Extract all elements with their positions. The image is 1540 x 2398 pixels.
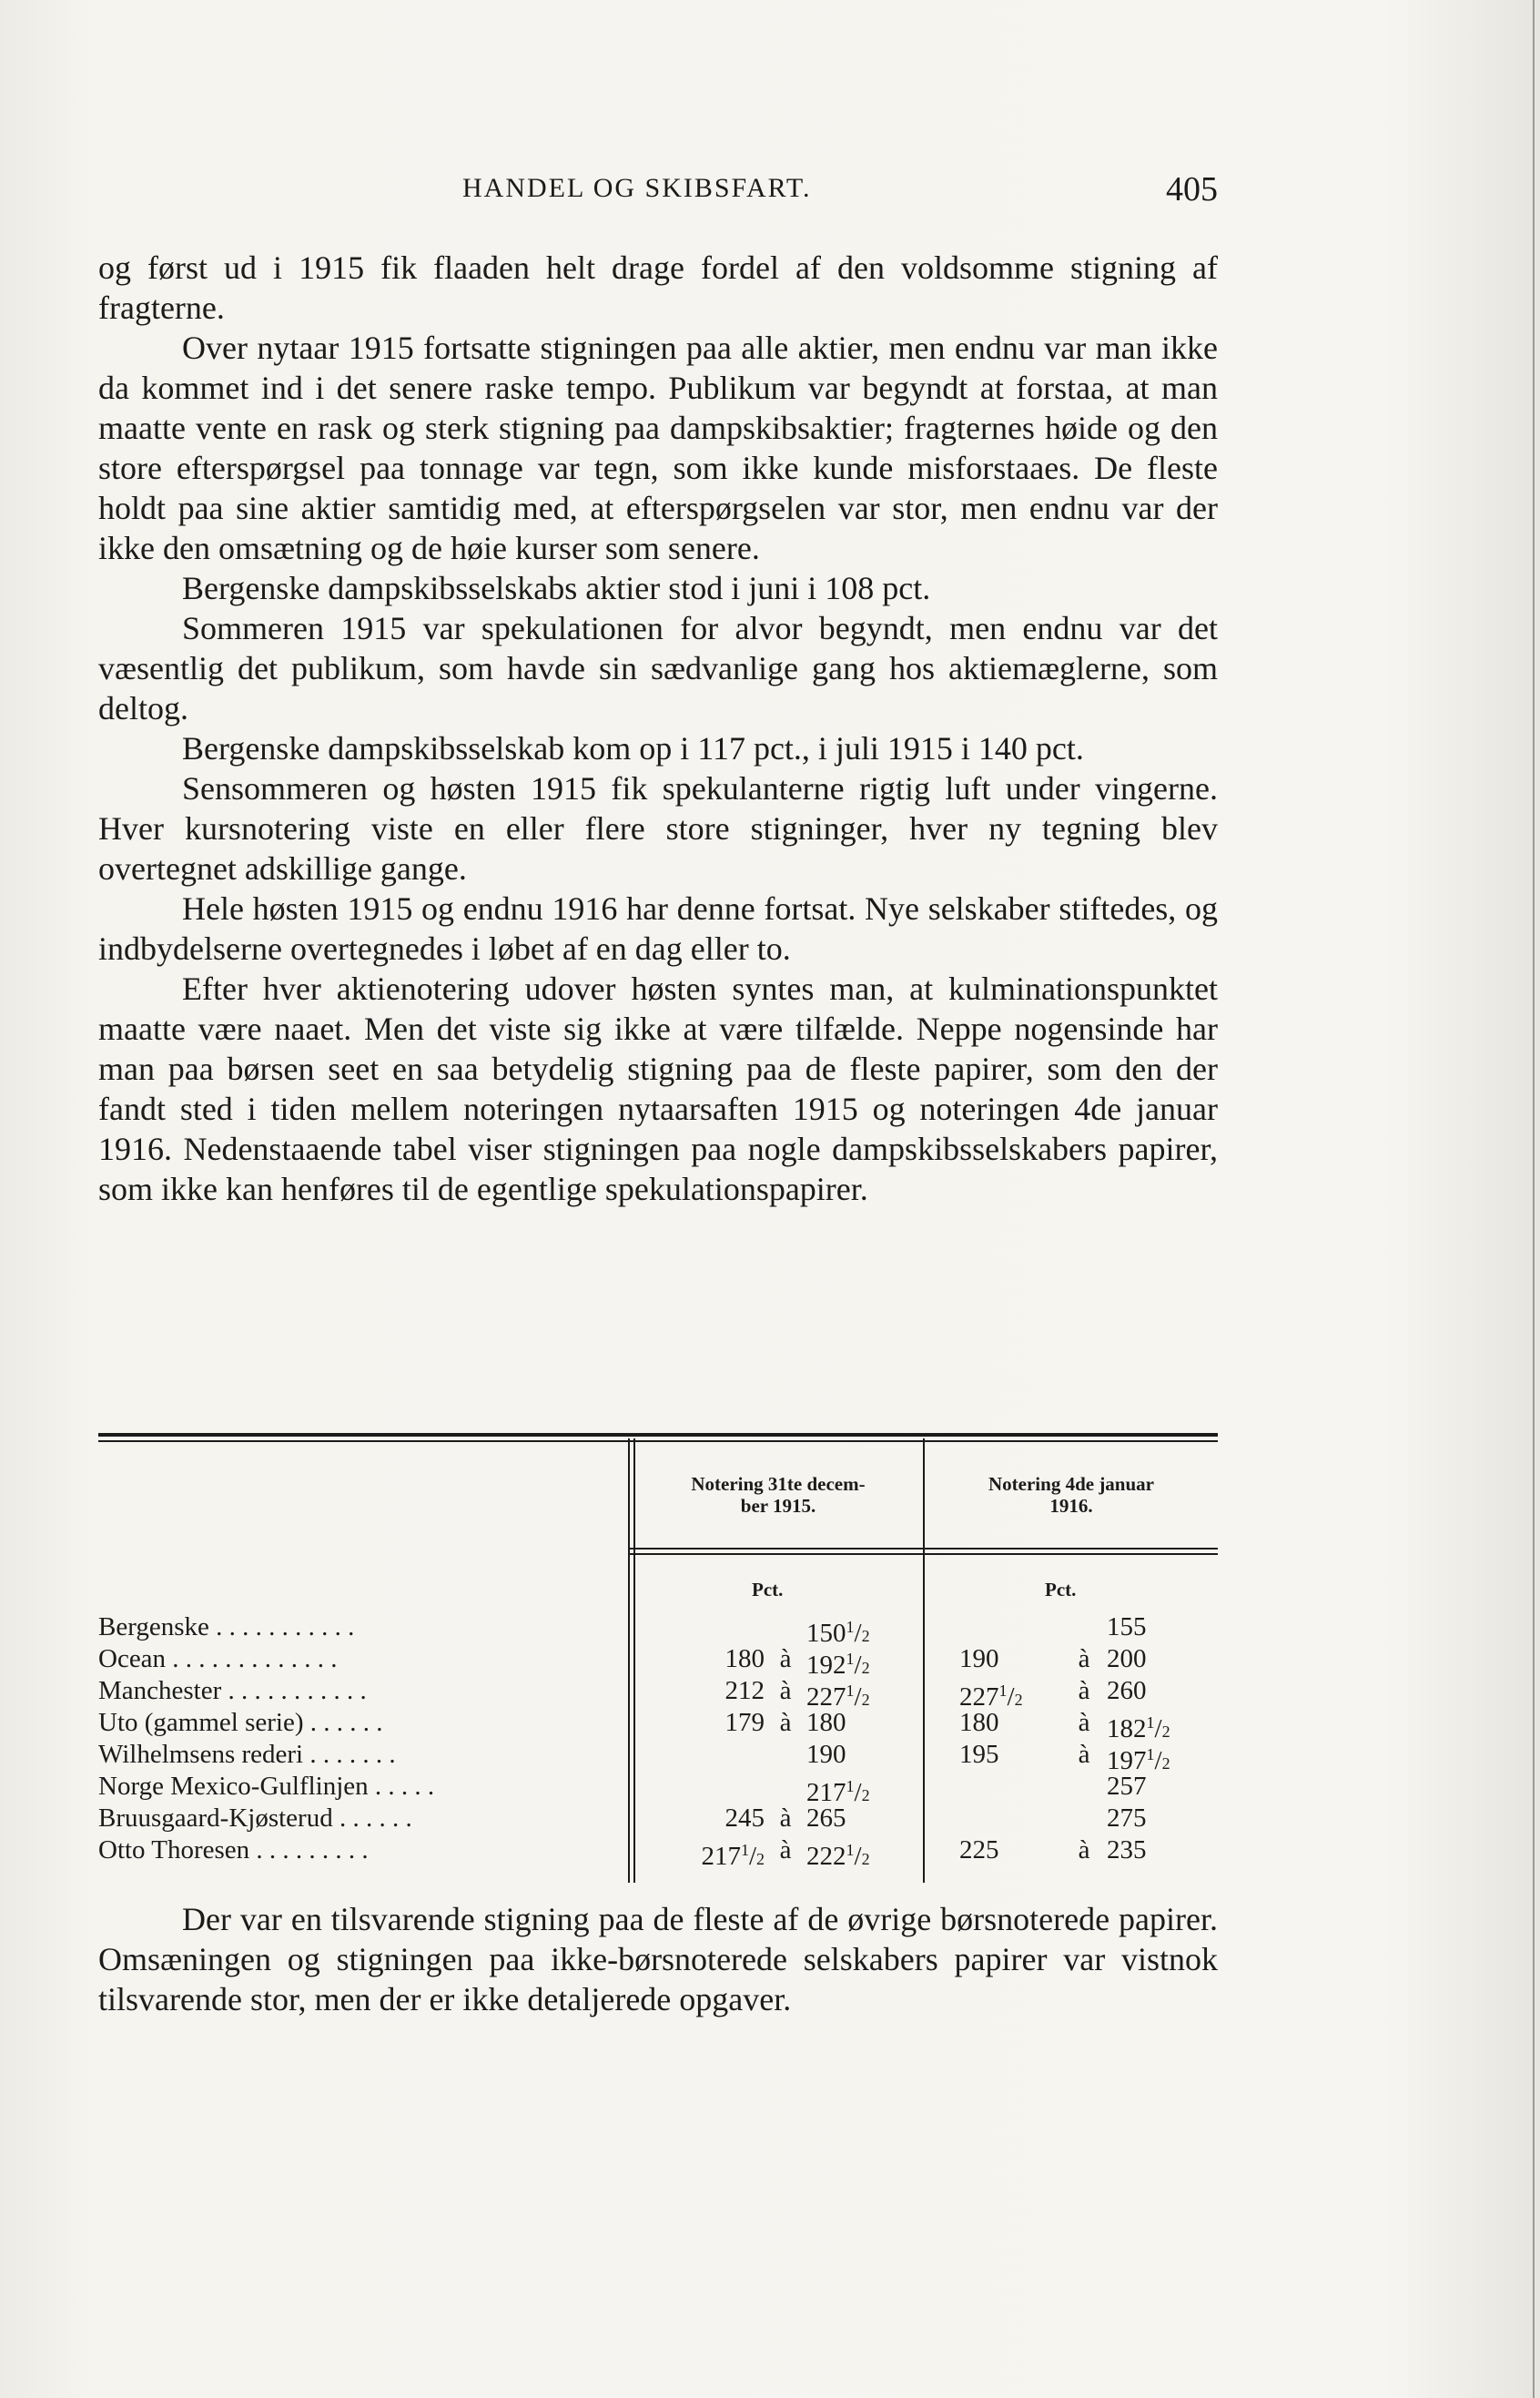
jan-high: 260: [1107, 1676, 1147, 1705]
header-line: ber 1915.: [740, 1495, 816, 1517]
header-rule-2: [628, 1553, 1218, 1555]
paragraph: Hele høsten 1915 og endnu 1916 har denne fortsat. Nye selskaber stiftedes, og indbydelserne overtegnedes i løbet af en dag eller to.: [98, 890, 1218, 967]
header-line: Notering 4de januar: [988, 1473, 1154, 1495]
dec-low: 245: [724, 1804, 765, 1833]
jan-low: 195: [959, 1740, 999, 1769]
fraction: $^1$/2: [1146, 1745, 1170, 1775]
dec-high: 265: [806, 1804, 846, 1833]
table-row: [98, 1739, 1218, 1775]
unit-label: Pct.: [1045, 1579, 1077, 1600]
table-row: [98, 1771, 1218, 1807]
paragraph: Bergenske dampskibsselskab kom op i 117 pct., i juli 1915 i 140 pct.: [182, 730, 1084, 767]
dec-high: $217^1/2$: [806, 1777, 870, 1807]
dec-low: 179: [724, 1708, 765, 1737]
company-name: Norge Mexico-Gulflinjen . . . . .: [98, 1772, 435, 1801]
jan-low: 190: [959, 1644, 999, 1673]
company-name: Uto (gammel serie) . . . . . .: [98, 1708, 383, 1737]
paragraph: Efter hver aktienotering udover høsten syntes man, at kulminationspunktet maatte være naaet. Men det viste sig ikke at være tilfælde. Neppe nogensinde har man paa børsen seet en saa betydelig stigning paa de fleste papirer, som den der fandt sted i tiden mellem noteringen nytaarsaften 1915 og noteringen 4de januar 1916. Nedenstaaende tabel viser stigningen paa nogle dampskibsselskabers papirer, som ikke kan henføres til de egentlige spekulationspapirer.: [98, 970, 1218, 1207]
jan-low: 225: [959, 1835, 999, 1865]
jan-low: 180: [959, 1708, 999, 1737]
header-line: 1916.: [1049, 1495, 1093, 1517]
company-name: Bruusgaard-Kjøsterud . . . . . .: [98, 1804, 412, 1833]
company-name: Ocean . . . . . . . . . . . . .: [98, 1644, 338, 1673]
fraction: $^1$/2: [846, 1841, 870, 1871]
table-top-rule-2: [98, 1440, 1218, 1442]
page-number: 405: [1166, 170, 1218, 208]
dec-high: 190: [806, 1740, 846, 1769]
jan-sep: à: [1078, 1676, 1090, 1705]
dec-high: 180: [806, 1708, 846, 1737]
dec-high: $150^1/2$: [806, 1618, 870, 1648]
table-row: [98, 1803, 1218, 1834]
running-title: HANDEL OG SKIBSFART.: [462, 173, 812, 203]
table-row: [98, 1643, 1218, 1680]
dec-sep: à: [779, 1835, 792, 1865]
jan-high: 200: [1107, 1644, 1147, 1673]
unit-label: Pct.: [752, 1579, 784, 1600]
dec-high: $222^1/2$: [806, 1841, 870, 1871]
paragraph: og først ud i 1915 fik flaaden helt drage fordel af den voldsomme stigning af fragterne.: [98, 249, 1218, 326]
body-text: [98, 248, 1218, 1209]
fraction: $^1$/2: [846, 1777, 870, 1807]
paragraph: Sensommeren og høsten 1915 fik spekulanterne rigtig luft under vingerne. Hver kursnotering viste en eller flere store stigninger, hver ny tegning blev overtegnet adskillige gange.: [98, 770, 1218, 887]
fraction: $^1$/2: [998, 1682, 1023, 1712]
dec-sep: à: [779, 1804, 792, 1833]
fraction: $^1$/2: [846, 1682, 870, 1712]
fraction: $^1$/2: [846, 1650, 870, 1680]
fraction: $^1$/2: [846, 1618, 870, 1648]
closing-paragraph: Der var en tilsvarende stigning paa de fleste af de øvrige børsnoterede papirer. Omsæningen og stigningen paa ikke-børsnoterede selskabers papirer var vistnok tilsvarende stor, men der er ikke detaljerede opgaver.: [98, 1901, 1218, 2017]
column-header-jan-1916: [927, 1473, 1216, 1517]
header-rule: [628, 1548, 1218, 1550]
jan-low: $227^1/2$: [959, 1682, 1023, 1712]
paragraph: Bergenske dampskibsselskabs aktier stod i juni i 108 pct.: [182, 570, 931, 606]
paragraph: Over nytaar 1915 fortsatte stigningen paa alle aktier, men endnu var man ikke da kommet ind i det senere raske tempo. Publikum var begyndt at forstaa, at man maatte vente en rask og sterk stigning paa dampskibsaktier; fragternes høide og den store efterspørgsel paa tonnage var tegn, som ikke kunde misforstaaes. De fleste holdt paa sine aktier samtidig med, at efterspørgselen var stor, men endnu var der ikke den omsætning og de høie kurser som senere.: [98, 330, 1218, 566]
table-row: [98, 1675, 1218, 1712]
page-header: [98, 170, 1218, 209]
scan-edge: [1533, 0, 1535, 2398]
jan-high: 275: [1107, 1804, 1147, 1833]
dec-high: $192^1/2$: [806, 1650, 870, 1680]
jan-sep: à: [1078, 1835, 1090, 1865]
table-row: [98, 1834, 1218, 1871]
dec-sep: à: [779, 1644, 792, 1673]
jan-sep: à: [1078, 1740, 1090, 1769]
dec-low: 212: [724, 1676, 765, 1705]
fraction: $^1$/2: [1146, 1713, 1170, 1743]
dec-sep: à: [779, 1676, 792, 1705]
company-name: Otto Thoresen . . . . . . . . .: [98, 1835, 369, 1865]
company-name: Bergenske . . . . . . . . . . .: [98, 1612, 355, 1641]
jan-high: 155: [1107, 1612, 1147, 1641]
jan-high: $197^1/2$: [1107, 1745, 1170, 1775]
jan-sep: à: [1078, 1644, 1090, 1673]
jan-high: 235: [1107, 1835, 1147, 1865]
jan-high: 257: [1107, 1772, 1147, 1801]
table-top-rule: [98, 1433, 1218, 1437]
company-name: Wilhelmsens rederi . . . . . . .: [98, 1740, 396, 1769]
table-row: [98, 1707, 1218, 1743]
company-name: Manchester . . . . . . . . . . .: [98, 1676, 367, 1705]
paragraph: Sommeren 1915 var spekulationen for alvor begyndt, men endnu var det væsentlig det publikum, som havde sin sædvanlige gang hos aktiemæglerne, som deltog.: [98, 610, 1218, 727]
dec-low: 180: [724, 1644, 765, 1673]
table-row: [98, 1611, 1218, 1648]
jan-high: $182^1/2$: [1107, 1713, 1170, 1743]
dec-high: $227^1/2$: [806, 1682, 870, 1712]
header-line: Notering 31te decem-: [691, 1473, 866, 1495]
fraction: $^1$/2: [740, 1841, 765, 1871]
column-header-dec-1915: [637, 1473, 919, 1517]
dec-low: $217^1/2$: [701, 1841, 765, 1871]
dec-sep: à: [779, 1708, 792, 1737]
jan-sep: à: [1078, 1708, 1090, 1737]
share-price-table: [98, 1433, 1218, 1886]
